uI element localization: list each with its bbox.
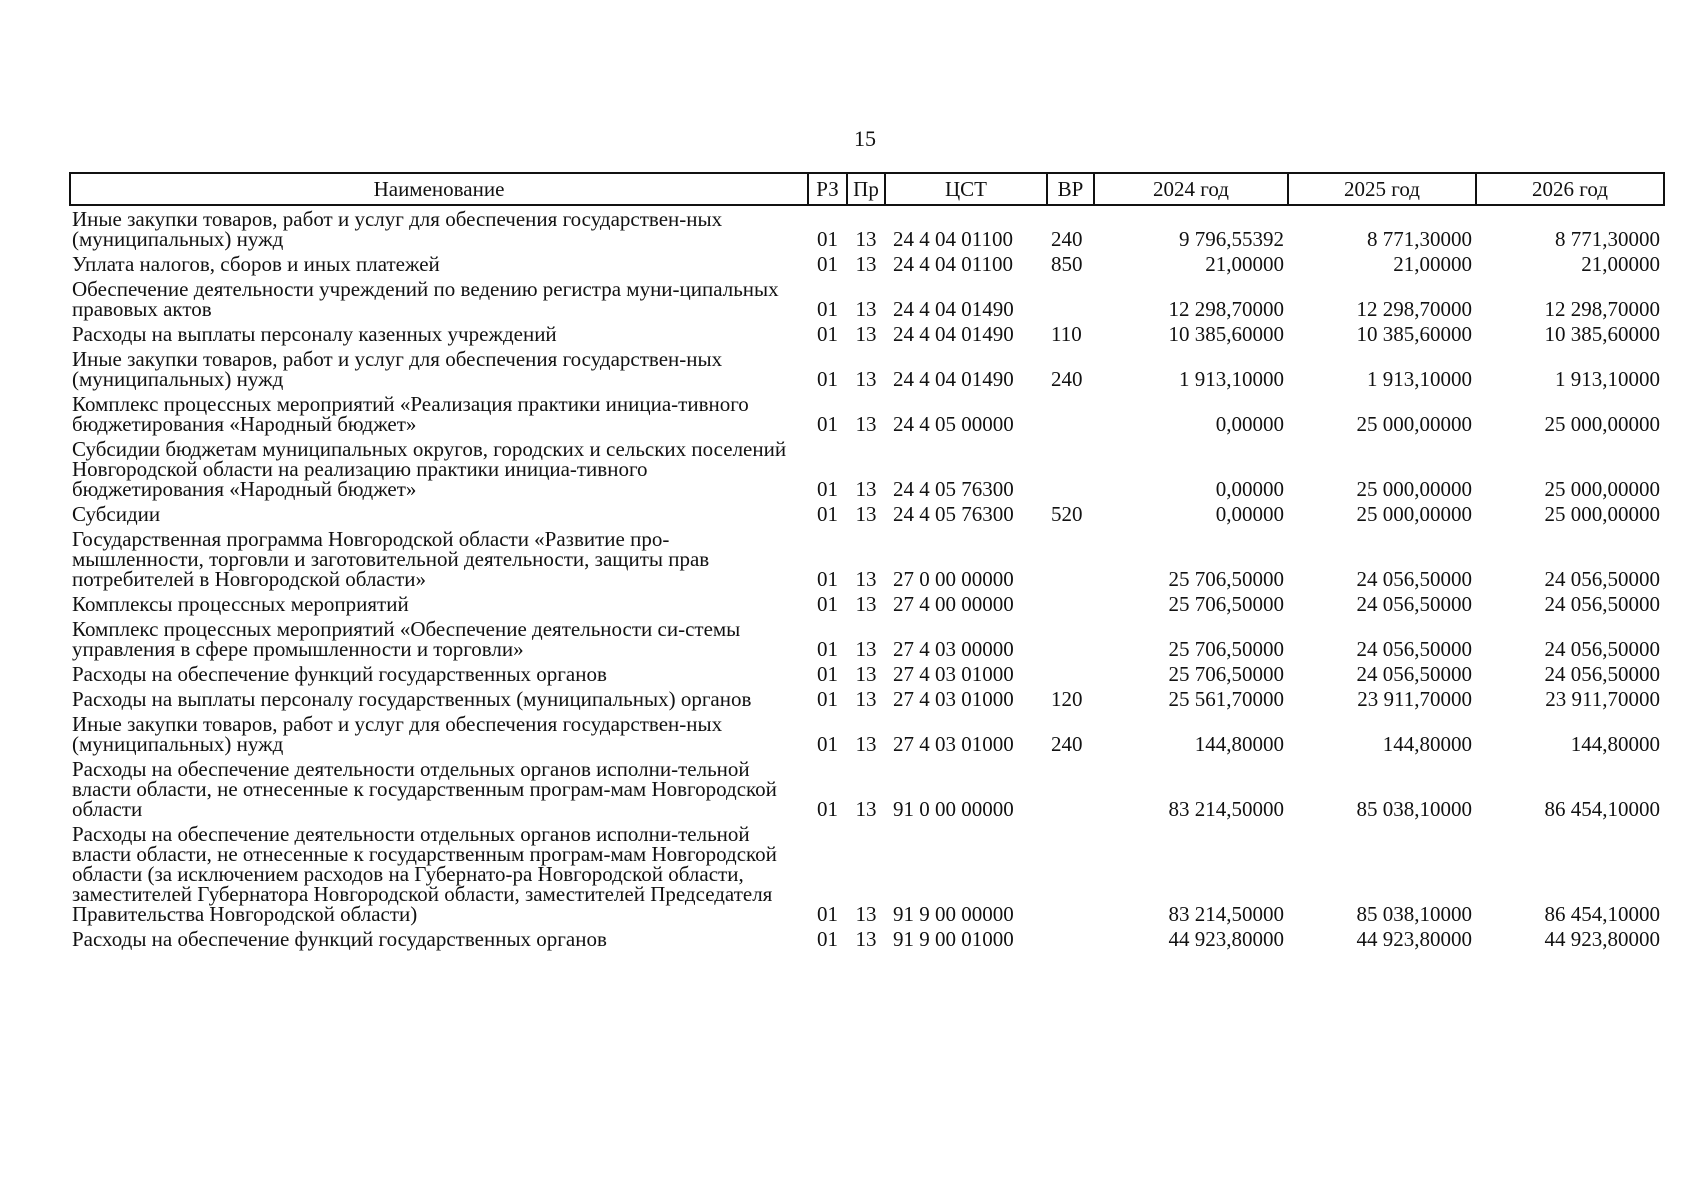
row-2026: 21,00000 xyxy=(1581,252,1660,276)
row-name: Расходы на выплаты персоналу казенных учреждений xyxy=(72,322,557,346)
row-2026: 24 056,50000 xyxy=(1544,637,1660,661)
row-2025: 25 000,00000 xyxy=(1356,412,1472,436)
row-2024: 25 561,70000 xyxy=(1168,687,1284,711)
row-cst: 24 4 04 01490 xyxy=(893,297,1014,321)
row-name: Расходы на обеспечение деятельности отдельных органов исполни-тельной власти области, не отнесенные к государственным програм-мам Новгородской области (за исключением расходов на Губернато-ра Новгородской области, заместителей Губернатора Новгородской области, заместителей Председателя Правительства Новгородской области) xyxy=(72,822,777,926)
row-2025: 25 000,00000 xyxy=(1356,502,1472,526)
row-cst: 27 0 00 00000 xyxy=(893,567,1014,591)
row-pr: 13 xyxy=(855,297,877,321)
table-row xyxy=(70,276,1664,321)
row-2026: 86 454,10000 xyxy=(1544,797,1660,821)
row-vr xyxy=(1047,756,1094,821)
row-2026: 25 000,00000 xyxy=(1544,502,1660,526)
row-2026: 25 000,00000 xyxy=(1544,412,1660,436)
table-row xyxy=(70,501,1664,526)
header-rz: РЗ xyxy=(808,173,847,205)
header-2025: 2025 год xyxy=(1288,173,1476,205)
row-rz: 01 xyxy=(817,367,838,391)
row-name: Субсидии бюджетам муниципальных округов, городских и сельских поселений Новгородской области на реализацию практики инициа-тивного бюджетирования «Народный бюджет» xyxy=(72,437,787,501)
row-name: Иные закупки товаров, работ и услуг для обеспечения государствен-ных (муниципальных) нужд xyxy=(72,712,723,756)
row-vr xyxy=(1047,591,1094,616)
row-2026: 10 385,60000 xyxy=(1544,322,1660,346)
row-rz: 01 xyxy=(817,502,838,526)
row-pr: 13 xyxy=(855,687,877,711)
row-cst: 91 0 00 00000 xyxy=(893,797,1014,821)
row-2024: 44 923,80000 xyxy=(1168,927,1284,951)
row-name: Комплексы процессных мероприятий xyxy=(72,592,409,616)
row-vr xyxy=(1047,926,1094,951)
row-cst: 27 4 03 01000 xyxy=(893,662,1014,686)
row-pr: 13 xyxy=(855,502,877,526)
row-pr: 13 xyxy=(855,592,877,616)
row-vr: 240 xyxy=(1051,367,1083,391)
row-2025: 24 056,50000 xyxy=(1356,662,1472,686)
row-vr: 110 xyxy=(1051,322,1082,346)
row-2024: 0,00000 xyxy=(1215,477,1284,501)
row-pr: 13 xyxy=(855,902,877,926)
row-name: Иные закупки товаров, работ и услуг для обеспечения государствен-ных (муниципальных) нужд xyxy=(72,347,723,391)
row-cst: 27 4 03 00000 xyxy=(893,637,1014,661)
row-2024: 1 913,10000 xyxy=(1179,367,1284,391)
row-vr xyxy=(1047,276,1094,321)
header-row xyxy=(70,173,1664,205)
row-2025: 21,00000 xyxy=(1393,252,1472,276)
row-rz: 01 xyxy=(817,637,838,661)
row-pr: 13 xyxy=(855,322,877,346)
row-pr: 13 xyxy=(855,252,877,276)
table-row xyxy=(70,321,1664,346)
table-row xyxy=(70,616,1664,661)
row-pr: 13 xyxy=(855,412,877,436)
table-row xyxy=(70,686,1664,711)
header-vr: ВР xyxy=(1047,173,1094,205)
table-body xyxy=(70,205,1664,951)
row-vr xyxy=(1047,616,1094,661)
row-2024: 144,80000 xyxy=(1194,732,1284,756)
table-row xyxy=(70,926,1664,951)
table-row xyxy=(70,205,1664,251)
row-pr: 13 xyxy=(855,367,877,391)
table-row xyxy=(70,346,1664,391)
header-pr: Пр xyxy=(847,173,885,205)
row-rz: 01 xyxy=(817,227,838,251)
row-2026: 144,80000 xyxy=(1570,732,1660,756)
row-cst: 24 4 04 01100 xyxy=(893,252,1013,276)
row-cst: 27 4 03 01000 xyxy=(893,732,1014,756)
row-vr xyxy=(1047,821,1094,926)
row-2024: 25 706,50000 xyxy=(1168,567,1284,591)
row-name: Расходы на обеспечение деятельности отдельных органов исполни-тельной власти области, не отнесенные к государственным програм-мам Новгородской области xyxy=(72,757,777,821)
row-2026: 23 911,70000 xyxy=(1545,687,1660,711)
row-rz: 01 xyxy=(817,662,838,686)
row-2024: 25 706,50000 xyxy=(1168,637,1284,661)
row-2026: 24 056,50000 xyxy=(1544,567,1660,591)
row-2026: 24 056,50000 xyxy=(1544,592,1660,616)
row-2025: 10 385,60000 xyxy=(1356,322,1472,346)
row-vr: 240 xyxy=(1051,227,1083,251)
row-2024: 0,00000 xyxy=(1215,502,1284,526)
row-2025: 23 911,70000 xyxy=(1357,687,1472,711)
row-vr xyxy=(1047,436,1094,501)
row-cst: 91 9 00 00000 xyxy=(893,902,1014,926)
row-cst: 27 4 00 00000 xyxy=(893,592,1014,616)
table-row xyxy=(70,251,1664,276)
row-rz: 01 xyxy=(817,902,838,926)
budget-table xyxy=(69,172,1665,951)
row-2025: 12 298,70000 xyxy=(1356,297,1472,321)
row-name: Расходы на обеспечение функций государственных органов xyxy=(72,662,607,686)
table-header xyxy=(70,173,1664,205)
row-name: Расходы на выплаты персоналу государственных (муниципальных) органов xyxy=(72,687,752,711)
row-2024: 10 385,60000 xyxy=(1168,322,1284,346)
row-2025: 8 771,30000 xyxy=(1367,227,1472,251)
row-cst: 24 4 04 01490 xyxy=(893,367,1014,391)
row-2025: 24 056,50000 xyxy=(1356,567,1472,591)
row-name: Комплекс процессных мероприятий «Обеспечение деятельности си-стемы управления в сфере промышленности и торговли» xyxy=(72,617,741,661)
table-row xyxy=(70,391,1664,436)
row-name: Уплата налогов, сборов и иных платежей xyxy=(72,252,440,276)
row-rz: 01 xyxy=(817,687,838,711)
header-name: Наименование xyxy=(70,173,808,205)
table-row xyxy=(70,661,1664,686)
row-2025: 44 923,80000 xyxy=(1356,927,1472,951)
row-rz: 01 xyxy=(817,797,838,821)
row-cst: 24 4 05 76300 xyxy=(893,477,1014,501)
row-2025: 25 000,00000 xyxy=(1356,477,1472,501)
row-rz: 01 xyxy=(817,927,838,951)
row-pr: 13 xyxy=(855,637,877,661)
row-vr xyxy=(1047,526,1094,591)
row-2026: 24 056,50000 xyxy=(1544,662,1660,686)
row-2025: 1 913,10000 xyxy=(1367,367,1472,391)
row-name: Комплекс процессных мероприятий «Реализация практики инициа-тивного бюджетирования «Народный бюджет» xyxy=(72,392,749,436)
row-cst: 91 9 00 01000 xyxy=(893,927,1014,951)
row-cst: 24 4 05 00000 xyxy=(893,412,1014,436)
row-2026: 25 000,00000 xyxy=(1544,477,1660,501)
row-pr: 13 xyxy=(855,927,877,951)
row-2025: 24 056,50000 xyxy=(1356,592,1472,616)
header-2024: 2024 год xyxy=(1094,173,1288,205)
row-rz: 01 xyxy=(817,567,838,591)
table-row xyxy=(70,756,1664,821)
row-rz: 01 xyxy=(817,592,838,616)
header-2026: 2026 год xyxy=(1476,173,1664,205)
row-2026: 12 298,70000 xyxy=(1544,297,1660,321)
table-row xyxy=(70,711,1664,756)
row-2025: 85 038,10000 xyxy=(1356,797,1472,821)
row-pr: 13 xyxy=(855,567,877,591)
row-vr: 120 xyxy=(1051,687,1083,711)
table-row xyxy=(70,436,1664,501)
row-pr: 13 xyxy=(855,477,877,501)
page-number: 15 xyxy=(854,126,876,151)
row-pr: 13 xyxy=(855,797,877,821)
row-pr: 13 xyxy=(855,732,877,756)
row-vr xyxy=(1047,661,1094,686)
row-rz: 01 xyxy=(817,297,838,321)
row-cst: 27 4 03 01000 xyxy=(893,687,1014,711)
row-2024: 25 706,50000 xyxy=(1168,592,1284,616)
row-vr: 240 xyxy=(1051,732,1083,756)
row-cst: 24 4 04 01100 xyxy=(893,227,1013,251)
row-2024: 83 214,50000 xyxy=(1168,797,1284,821)
row-rz: 01 xyxy=(817,732,838,756)
row-vr: 850 xyxy=(1051,252,1083,276)
row-2025: 24 056,50000 xyxy=(1356,637,1472,661)
row-2024: 12 298,70000 xyxy=(1168,297,1284,321)
row-pr: 13 xyxy=(855,662,877,686)
row-2026: 1 913,10000 xyxy=(1555,367,1660,391)
row-2024: 0,00000 xyxy=(1215,412,1284,436)
row-vr: 520 xyxy=(1051,502,1083,526)
row-2024: 25 706,50000 xyxy=(1168,662,1284,686)
row-rz: 01 xyxy=(817,322,838,346)
row-name: Государственная программа Новгородской области «Развитие про-мышленности, торговли и заготовительной деятельности, защиты прав потребителей в Новгородской области» xyxy=(72,527,710,591)
row-2026: 86 454,10000 xyxy=(1544,902,1660,926)
row-rz: 01 xyxy=(817,477,838,501)
row-vr xyxy=(1047,391,1094,436)
row-2024: 9 796,55392 xyxy=(1179,227,1284,251)
row-2025: 144,80000 xyxy=(1382,732,1472,756)
row-2026: 44 923,80000 xyxy=(1544,927,1660,951)
row-name: Иные закупки товаров, работ и услуг для обеспечения государствен-ных (муниципальных) нужд xyxy=(72,207,723,251)
row-2024: 83 214,50000 xyxy=(1168,902,1284,926)
row-name: Субсидии xyxy=(72,502,161,526)
row-2024: 21,00000 xyxy=(1205,252,1284,276)
row-2026: 8 771,30000 xyxy=(1555,227,1660,251)
header-cst: ЦСТ xyxy=(885,173,1047,205)
row-2025: 85 038,10000 xyxy=(1356,902,1472,926)
table-row xyxy=(70,821,1664,926)
row-cst: 24 4 04 01490 xyxy=(893,322,1014,346)
row-cst: 24 4 05 76300 xyxy=(893,502,1014,526)
row-name: Обеспечение деятельности учреждений по ведению регистра муни-ципальных правовых актов xyxy=(72,277,779,321)
row-rz: 01 xyxy=(817,252,838,276)
row-pr: 13 xyxy=(855,227,877,251)
row-name: Расходы на обеспечение функций государственных органов xyxy=(72,927,607,951)
table-row xyxy=(70,591,1664,616)
row-rz: 01 xyxy=(817,412,838,436)
table-row xyxy=(70,526,1664,591)
